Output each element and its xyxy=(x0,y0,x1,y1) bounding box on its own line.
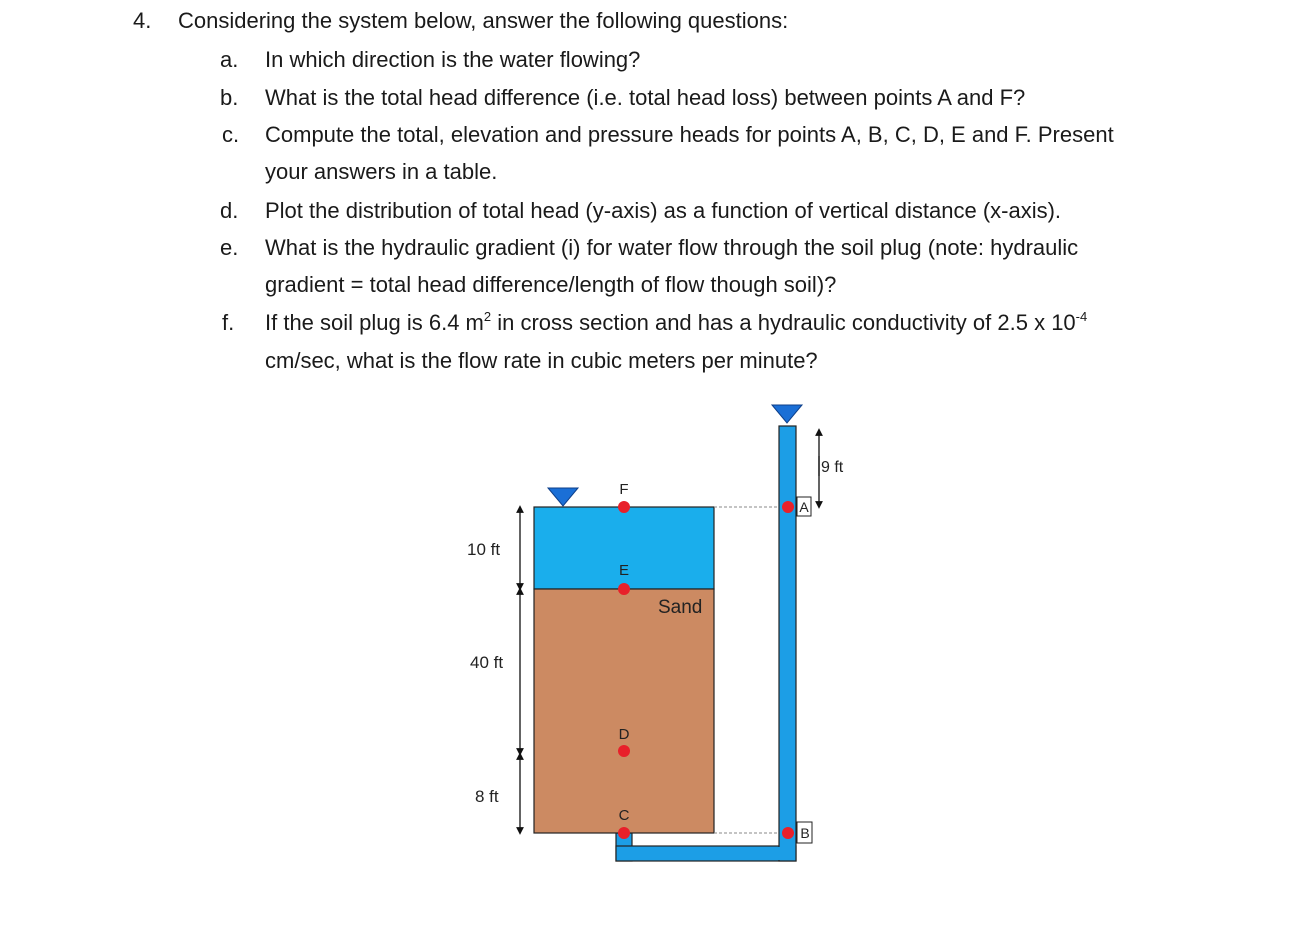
part-f-text-pre: If the soil plug is 6.4 m xyxy=(265,310,484,335)
point-e xyxy=(618,562,630,595)
part-c-letter: c. xyxy=(222,122,240,147)
point-c xyxy=(618,807,630,839)
pipe-joint-cover-2 xyxy=(780,427,795,860)
point-f xyxy=(618,481,630,513)
dim-label-sand-upper: 40 ft xyxy=(470,653,504,672)
point-f-marker xyxy=(618,501,630,513)
part-b-letter: b. xyxy=(220,85,239,110)
part-f-sup-exponent: -4 xyxy=(1075,309,1088,324)
part-c-text-line-1: Compute the total, elevation and pressure heads for points A, B, C, D, E and F. Present xyxy=(265,122,1114,147)
sand-layer xyxy=(534,589,714,833)
point-b-marker xyxy=(782,827,794,839)
sand-label: Sand xyxy=(658,597,703,618)
part-d-letter: d. xyxy=(220,198,239,223)
dim-label-standpipe: 9 ft xyxy=(821,459,844,476)
point-b-label: B xyxy=(800,825,810,841)
water-level-triangle-container xyxy=(548,488,578,506)
part-b-text: What is the total head difference (i.e. total head loss) between points A and F? xyxy=(265,85,1026,110)
part-a-text: In which direction is the water flowing? xyxy=(265,47,641,72)
part-e-text-line-1: What is the hydraulic gradient (i) for water flow through the soil plug (note: hydraulic xyxy=(265,235,1079,260)
part-a-letter: a. xyxy=(220,47,239,72)
pipe-joint-cover xyxy=(617,847,795,860)
point-f-label: F xyxy=(619,481,629,498)
part-f-sup-squared: 2 xyxy=(483,309,492,324)
point-d-label: D xyxy=(618,726,630,743)
dim-label-water: 10 ft xyxy=(467,540,501,559)
point-c-label: C xyxy=(618,807,630,824)
question-number: 4. xyxy=(133,8,152,33)
point-a-label: A xyxy=(799,499,809,515)
part-f-text-mid: in cross section and has a hydraulic conductivity of 2.5 x 10 xyxy=(491,310,1076,335)
point-c-marker xyxy=(618,827,630,839)
water-level-triangle-standpipe xyxy=(772,405,802,423)
point-d-marker xyxy=(618,745,630,757)
question-title: Considering the system below, answer the following questions: xyxy=(178,8,789,33)
point-e-marker xyxy=(618,583,630,595)
part-f-text-line-2: cm/sec, what is the flow rate in cubic meters per minute? xyxy=(265,348,818,373)
part-c-text-line-2: your answers in a table. xyxy=(265,159,498,184)
part-f-letter: f. xyxy=(222,310,235,335)
point-e-label: E xyxy=(618,562,630,579)
part-e-text-line-2: gradient = total head difference/length of flow though soil)? xyxy=(265,272,837,297)
part-d-text: Plot the distribution of total head (y-axis) as a function of vertical distance (x-axis). xyxy=(265,198,1062,223)
point-d xyxy=(618,726,630,757)
part-e-letter: e. xyxy=(220,235,239,260)
dim-label-sand-lower: 8 ft xyxy=(475,787,499,806)
soil-container xyxy=(534,507,714,833)
point-a-marker xyxy=(782,501,794,513)
